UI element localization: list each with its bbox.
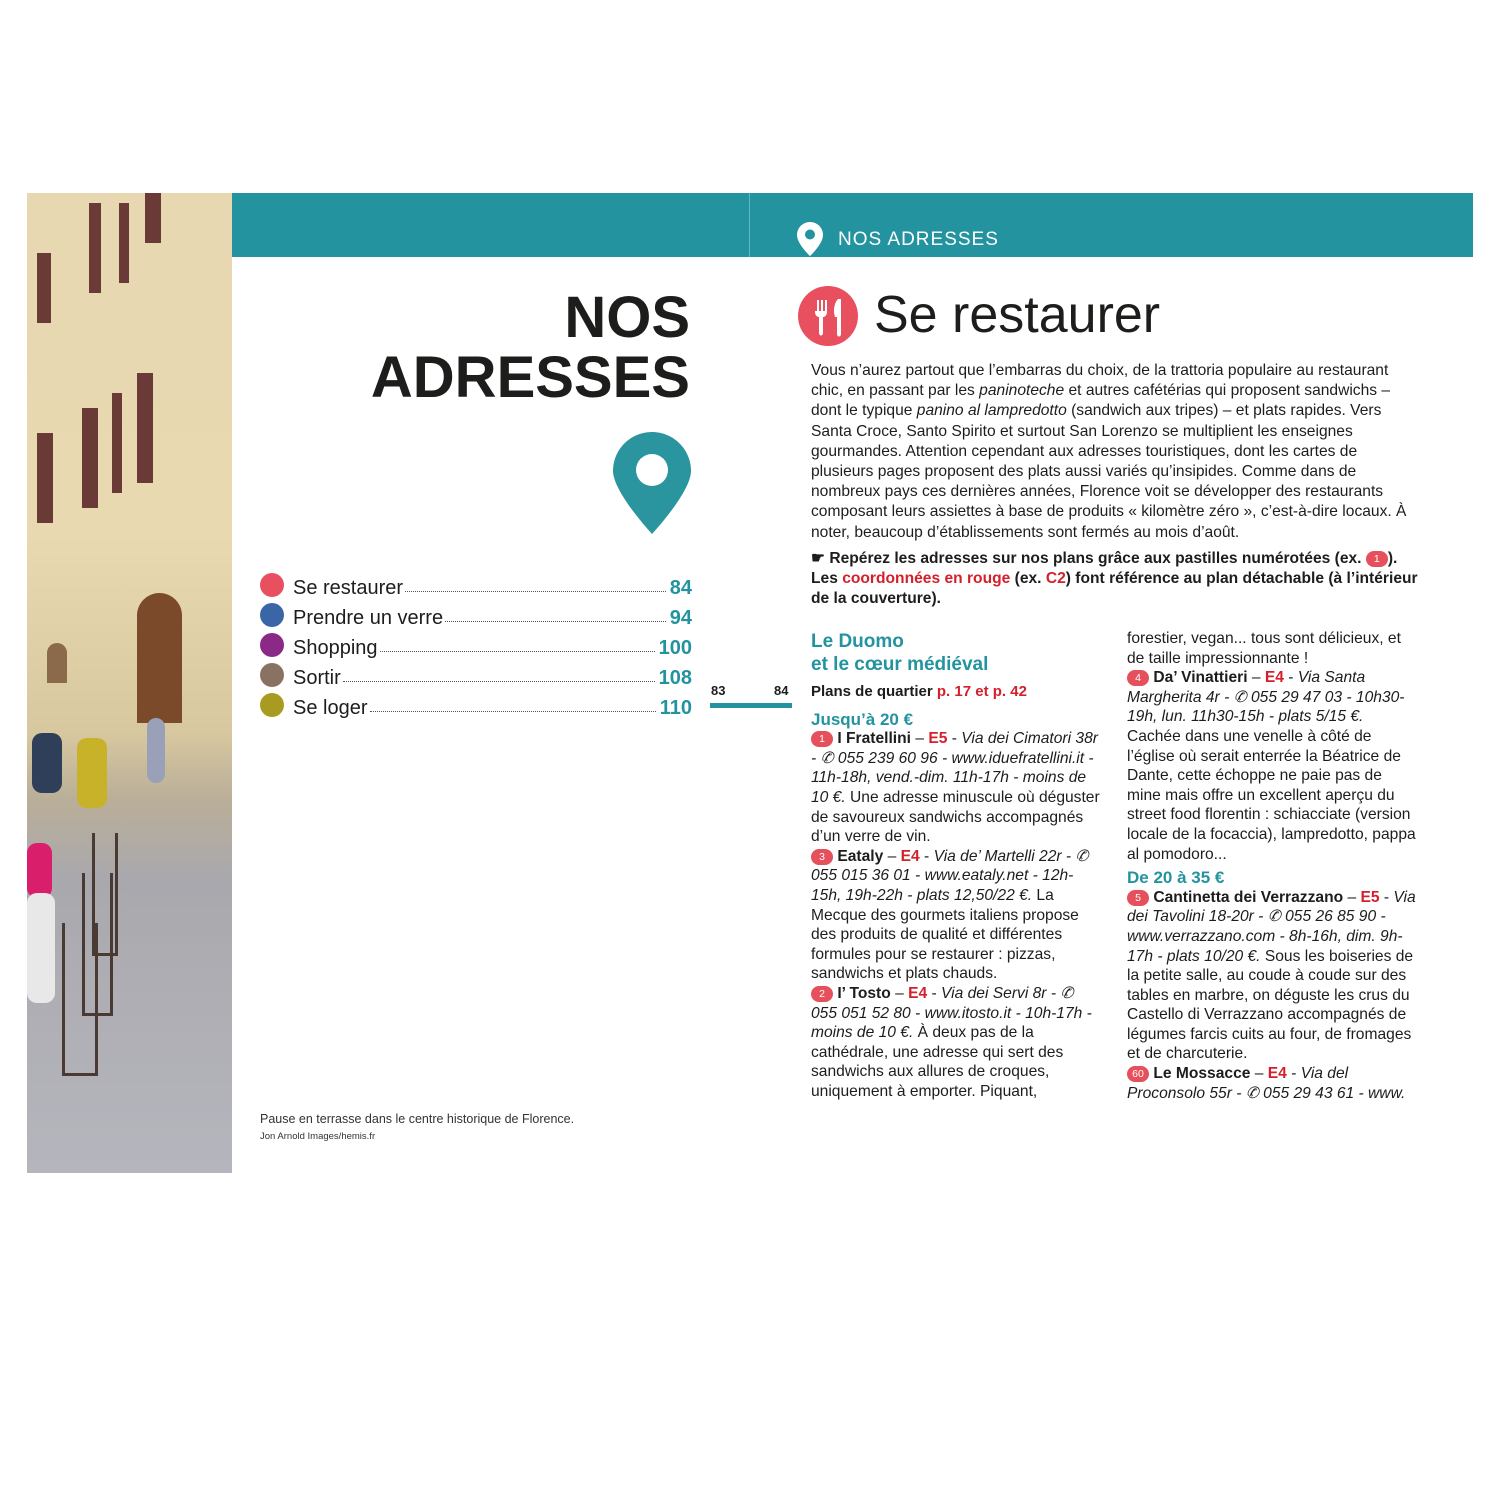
toc-item-shopping[interactable]	[260, 630, 692, 660]
page-number-right: 84	[774, 683, 789, 698]
venue-info: Via dei Tavolini 18-20r - ✆ 055 26 85 90 - www.verrazzano.com - 8h-16h, dim. 9h-17h - plats 10/20 €.	[1127, 888, 1416, 965]
plans-pages-link: p. 17 et p. 42	[936, 683, 1027, 700]
map-coordinate[interactable]: E4	[1267, 1065, 1287, 1083]
price-heading: De 20 à 35 €	[1127, 868, 1225, 888]
intro-text: et autres cafétérias qui proposent sandwichs – dont le typique	[811, 382, 1391, 420]
venue-name: Cantinetta dei Verrazzano	[1153, 888, 1344, 906]
pastille-number: 1	[811, 731, 833, 747]
coord-example: C2	[1045, 570, 1066, 588]
italic-term: paninoteche	[979, 382, 1065, 400]
theater-icon	[260, 663, 284, 687]
venue-description: Une adresse minuscule où déguster de savoureux sandwichs accompagnés d’un verre de vin.	[811, 788, 1100, 846]
bed-icon	[260, 693, 284, 717]
toc-label: Prendre un verre	[293, 607, 444, 629]
continuation-text: forestier, vegan... tous sont délicieux, et de taille impressionnante !	[1127, 630, 1401, 667]
toc-item-se-loger[interactable]	[260, 690, 692, 720]
leader-dots	[343, 681, 655, 682]
toc-item-se-restaurer[interactable]	[260, 570, 692, 600]
venue-name: Le Mossacce	[1153, 1065, 1251, 1083]
street-photo	[27, 193, 232, 1173]
drink-icon	[260, 603, 284, 627]
address-entry: 60 Le Mossacce – E4 - Via del Proconsolo 55r - ✆ 055 29 43 61 - www.	[1127, 1065, 1406, 1102]
area-title	[811, 630, 1101, 676]
italic-term: panino al lampredotto	[916, 402, 1067, 420]
page-number-left: 83	[711, 683, 726, 698]
venue-description: Sous les boiseries de la petite salle, au coude à coude sur des tables en marbre, on déguste les crus du Castello di Verrazzano accompagnés de légumes farcis cuits au four, de fromages et de charcuterie.	[1127, 947, 1414, 1063]
pastille-number: 2	[811, 986, 833, 1002]
map-pin-icon	[797, 222, 823, 256]
pastille-number: 3	[811, 849, 833, 865]
hand-pointer-icon: ☛	[811, 550, 825, 567]
chapter-title-line2: ADRESSES	[370, 345, 690, 410]
toc-label: Sortir	[293, 667, 341, 689]
section-title: Se restaurer	[874, 286, 1161, 344]
address-entry: 1 I Fratellini – E5 - Via dei Cimatori 38r - ✆ 055 239 60 96 - www.iduefratellini.it - 11h-18h, vend.-dim. 11h-17h - moins de 10 €. Une adresse minuscule où déguster de savoureux sandwichs accompagnés d’un verre de vin.	[811, 730, 1100, 846]
toc-page-number: 94	[669, 607, 692, 629]
toc-label: Se restaurer	[293, 577, 404, 599]
venue-description: La Mecque des gourmets italiens propose des produits de qualité et différentes formules pour se restaurer : pizzas, sandwichs et plats chauds.	[811, 886, 1079, 983]
pastille-number: 5	[1127, 890, 1149, 906]
note-text: ). Les	[811, 550, 1398, 588]
toc-label: Se loger	[293, 697, 368, 719]
note-red-text: coordonnées en rouge	[842, 570, 1011, 588]
map-usage-note	[811, 549, 1421, 610]
map-pin-icon	[613, 432, 691, 534]
venue-name: I’ Tosto	[837, 984, 891, 1002]
leader-dots	[405, 591, 666, 592]
intro-text: Vous n’aurez partout que l’embarras du choix, de la trattoria populaire au restaurant chic, en passant par les	[811, 362, 1389, 400]
area-title-line1: Le Duomo	[811, 631, 904, 652]
folio-bar-right	[750, 703, 792, 708]
venue-info: Via dei Servi 8r - ✆ 055 051 52 80 - www.itosto.it - 10h-17h - moins de 10 €.	[811, 984, 1092, 1042]
pastille-number: 4	[1127, 670, 1149, 686]
note-text: ) font référence au plan détachable (à l’intérieur de la couverture).	[811, 570, 1418, 608]
venue-name: I Fratellini	[837, 730, 911, 748]
map-coordinate[interactable]: E4	[1264, 669, 1284, 687]
column-2	[1127, 629, 1417, 1103]
venue-info: Via de’ Martelli 22r - ✆ 055 015 36 01 - www.eataly.net - 12h-15h, 19h-22h - plats 12,50/22 €.	[811, 847, 1089, 904]
running-header: NOS ADRESSES	[838, 229, 999, 250]
venue-description: À deux pas de la cathédrale, une adresse qui sert des sandwichs aux allures de croques, uniquement à emporter. Piquant,	[811, 1024, 1064, 1100]
map-coordinate[interactable]: E5	[928, 730, 948, 748]
chapter-title	[370, 285, 690, 410]
venue-info: Via dei Cimatori 38r - ✆ 055 239 60 96 - www.iduefratellini.it - 11h-18h, vend.-dim. 11h-17h - moins de 10 €.	[811, 730, 1098, 806]
plans-reference	[811, 682, 1101, 702]
map-coordinate[interactable]: E4	[900, 847, 920, 865]
toc-item-sortir[interactable]	[260, 660, 692, 690]
intro-paragraph	[811, 361, 1421, 543]
photo-credit: Jon Arnold Images/hemis.fr	[260, 1131, 376, 1142]
toc-page-number: 100	[658, 637, 692, 659]
toc-item-prendre-un-verre[interactable]	[260, 600, 692, 630]
intro-text: (sandwich aux tripes) – et plats rapides. Vers Santa Croce, Santo Spirito et surtout San Lorenzo se multiplient les enseignes gourmandes. Attention cependant aux adresses touristiques, dont les cartes de plusieurs pages proposent des plats aussi variés qu’insipides. Comme dans de nombreux pays ces dernières années, Florence voit se développer des restaurants composant leurs assiettes à base de produits « kilomètre zéro », c’est-à-dire locaux. À noter, beaucoup d’établissements sont fermés au mois d’août.	[811, 402, 1407, 541]
leader-dots	[445, 621, 666, 622]
map-coordinate[interactable]: E5	[1360, 888, 1380, 906]
address-entry: 4 Da’ Vinattieri – E4 - Via Santa Margherita 4r - ✆ 055 29 47 03 - 10h30-19h, lun. 11h30-15h - plats 5/15 €. Cachée dans une venelle à côté de l’église où serait enterrée la Béatrice de Dante, cette échoppe ne paie pas de mine mais offre un excellent aperçu du street food florentin : schiacciate (version locale de la focaccia), lampredotto, pappa al pomodoro...	[1127, 669, 1416, 863]
page-gutter	[749, 193, 750, 257]
address-entry: 2 I’ Tosto – E4 - Via dei Servi 8r - ✆ 055 051 52 80 - www.itosto.it - 10h-17h - moins de 10 €. À deux pas de la cathédrale, une adresse qui sert des sandwichs aux allures de croques, uniquement à emporter. Piquant,	[811, 984, 1092, 1100]
folio-bar-left	[710, 703, 750, 708]
toc-label: Shopping	[293, 637, 378, 659]
pastille-example: 1	[1366, 551, 1388, 567]
venue-info: Via del Proconsolo 55r - ✆ 055 29 43 61 - www.	[1127, 1065, 1406, 1102]
leader-dots	[380, 651, 655, 652]
chapter-title-line1: NOS	[564, 285, 690, 350]
price-heading: Jusqu’à 20 €	[811, 709, 914, 729]
toc-page-number: 108	[658, 667, 692, 689]
map-coordinate[interactable]: E4	[908, 984, 928, 1002]
leader-dots	[370, 711, 656, 712]
table-of-contents	[260, 570, 692, 720]
address-entry: 3 Eataly – E4 - Via de’ Martelli 22r - ✆ 055 015 36 01 - www.eataly.net - 12h-15h, 19h-22h - plats 12,50/22 €. La Mecque des gourmets italiens propose des produits de qualité et différentes formules pour se restaurer : pizzas, sandwichs et plats chauds.	[811, 847, 1089, 983]
area-title-line2: et le cœur médiéval	[811, 654, 989, 675]
note-text: Repérez les adresses sur nos plans grâce aux pastilles numérotées (ex.	[829, 550, 1366, 567]
fork-knife-icon	[798, 286, 858, 346]
toc-page-number: 110	[659, 697, 692, 719]
shopping-bag-icon	[260, 633, 284, 657]
venue-name: Da’ Vinattieri	[1153, 669, 1248, 687]
venue-info: Via Santa Margherita 4r - ✆ 055 29 47 03 - 10h30-19h, lun. 11h30-15h - plats 5/15 €.	[1127, 669, 1405, 726]
photo-caption: Pause en terrasse dans le centre historique de Florence.	[260, 1112, 575, 1126]
venue-name: Eataly	[837, 847, 884, 865]
address-entry: 5 Cantinetta dei Verrazzano – E5 - Via dei Tavolini 18-20r - ✆ 055 26 85 90 - www.verrazzano.com - 8h-16h, dim. 9h-17h - plats 10/20 €. Sous les boiseries de la petite salle, au coude à coude sur des tables en marbre, on déguste les crus du Castello di Verrazzano accompagnés de légumes farcis cuits au four, de fromages et de charcuterie.	[1127, 888, 1416, 1063]
note-text: (ex.	[1010, 570, 1046, 588]
plans-label: Plans de quartier	[811, 683, 937, 700]
pastille-number: 60	[1127, 1066, 1149, 1082]
fork-knife-icon	[260, 573, 284, 597]
venue-description: Cachée dans une venelle à côté de l’église où serait enterrée la Béatrice de Dante, cette échoppe ne paie pas de mine mais offre un excellent aperçu du street food florentin : schiacciate (version locale de la focaccia), lampredotto, pappa al pomodoro...	[1127, 727, 1416, 863]
toc-page-number: 84	[669, 577, 692, 599]
column-1	[811, 630, 1101, 1101]
